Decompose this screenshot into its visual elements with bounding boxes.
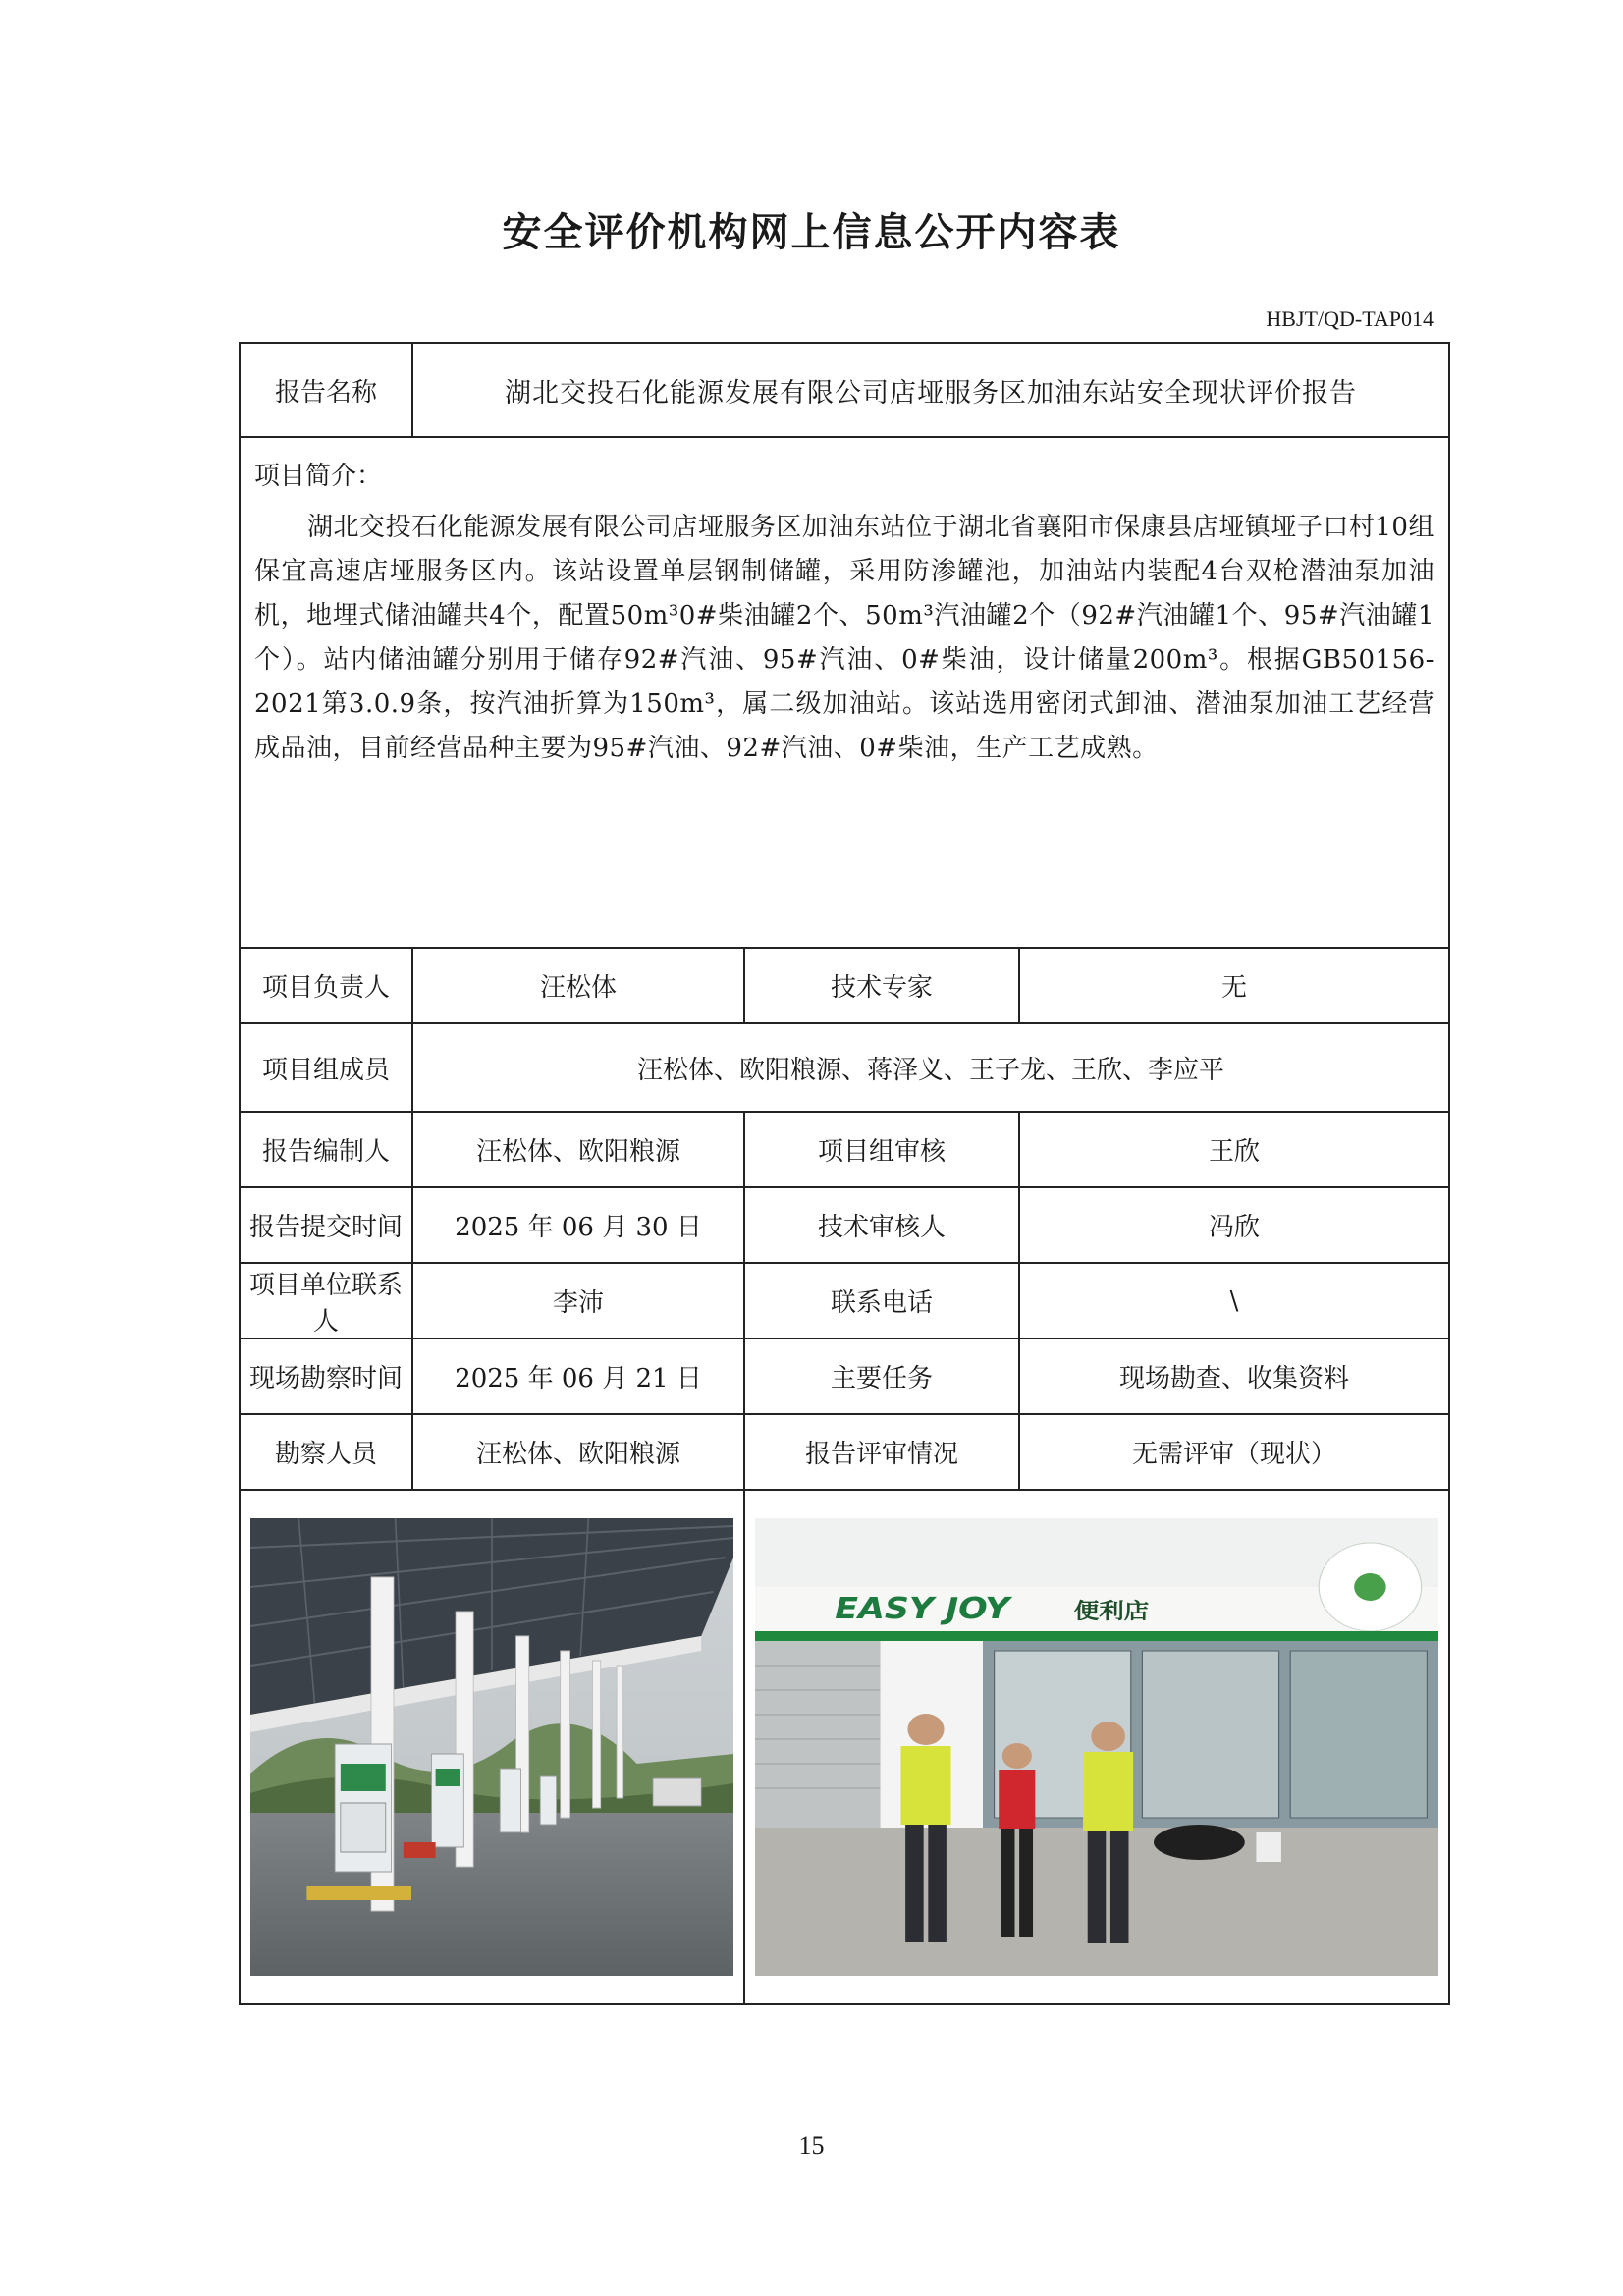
- expert-label: 技术专家: [744, 948, 1019, 1023]
- intro-label: 项目简介：: [254, 462, 383, 491]
- document-code: HBJT/QD-TAP014: [1266, 306, 1434, 331]
- survey-time-value: 2025 年 06 月 21 日: [412, 1339, 744, 1414]
- group-review-value: 王欣: [1019, 1112, 1449, 1187]
- leader-label: 项目负责人: [240, 948, 412, 1023]
- intro-row: [240, 437, 1449, 948]
- submit-value: 2025 年 06 月 30 日: [412, 1187, 744, 1263]
- leader-row: [240, 948, 1449, 1023]
- surveyors-value: 汪松体、欧阳粮源: [412, 1414, 744, 1490]
- phone-value: \: [1019, 1263, 1449, 1339]
- review-label: 报告评审情况: [744, 1414, 1019, 1490]
- info-table: [239, 342, 1450, 2005]
- author-row: [240, 1112, 1449, 1187]
- submit-label: 报告提交时间: [240, 1187, 412, 1263]
- expert-value: 无: [1019, 948, 1449, 1023]
- leader-value: 汪松体: [412, 948, 744, 1023]
- author-value: 汪松体、欧阳粮源: [412, 1112, 744, 1187]
- members-label: 项目组成员: [240, 1023, 412, 1112]
- surveyors-row: [240, 1414, 1449, 1490]
- task-value: 现场勘查、收集资料: [1019, 1339, 1449, 1414]
- contact-row: [240, 1263, 1449, 1339]
- photo-cell-right: [744, 1490, 1449, 2004]
- page-title: 安全评价机构网上信息公开内容表: [502, 209, 1121, 255]
- page-number: 15: [798, 2131, 825, 2159]
- store-brand-sign: EASY JOY: [835, 1591, 1010, 1626]
- review-value: 无需评审（现状）: [1019, 1414, 1449, 1490]
- tech-review-label: 技术审核人: [744, 1187, 1019, 1263]
- intro-cell: [240, 437, 1449, 948]
- report-name-row: [240, 343, 1449, 437]
- group-review-label: 项目组审核: [744, 1112, 1019, 1187]
- survey-time-row: [240, 1339, 1449, 1414]
- survey-time-label: 现场勘察时间: [240, 1339, 412, 1414]
- report-name-value: 湖北交投石化能源发展有限公司店垭服务区加油东站安全现状评价报告: [412, 343, 1449, 437]
- members-row: [240, 1023, 1449, 1112]
- members-value: 汪松体、欧阳粮源、蒋泽义、王子龙、王欣、李应平: [412, 1023, 1449, 1112]
- intro-text: 湖北交投石化能源发展有限公司店垭服务区加油东站位于湖北省襄阳市保康县店垭镇垭子口村10组保宜高速店垭服务区内。该站设置单层钢制储罐，采用防渗罐池，加油站内装配4台双枪潜油泵加油机，地埋式储油罐共4个，配置50m³0#柴油罐2个、50m³汽油罐2个（92#汽油罐1个、95#汽油罐1个）。站内储油罐分别用于储存92#汽油、95#汽油、0#柴油，设计储量200m³。根据GB50156-2021第3.0.9条，按汽油折算为150m³，属二级加油站。该站选用密闭式卸油、潜油泵加油工艺经营成品油，目前经营品种主要为95#汽油、92#汽油、0#柴油，生产工艺成熟。: [254, 513, 1434, 763]
- phone-label: 联系电话: [744, 1263, 1019, 1339]
- task-label: 主要任务: [744, 1339, 1019, 1414]
- store-name-sign: 便利店: [1073, 1598, 1150, 1624]
- tech-review-value: 冯欣: [1019, 1187, 1449, 1263]
- contact-label: 项目单位联系人: [240, 1263, 412, 1339]
- photo-cell-left: [240, 1490, 744, 2004]
- submit-row: [240, 1187, 1449, 1263]
- report-name-label: 报告名称: [240, 343, 412, 437]
- surveyors-label: 勘察人员: [240, 1414, 412, 1490]
- author-label: 报告编制人: [240, 1112, 412, 1187]
- contact-value: 李沛: [412, 1263, 744, 1339]
- gas-station-canopy-photo: [250, 1518, 733, 1976]
- convenience-store-team-photo: [755, 1518, 1438, 1976]
- photos-row: [240, 1490, 1449, 2004]
